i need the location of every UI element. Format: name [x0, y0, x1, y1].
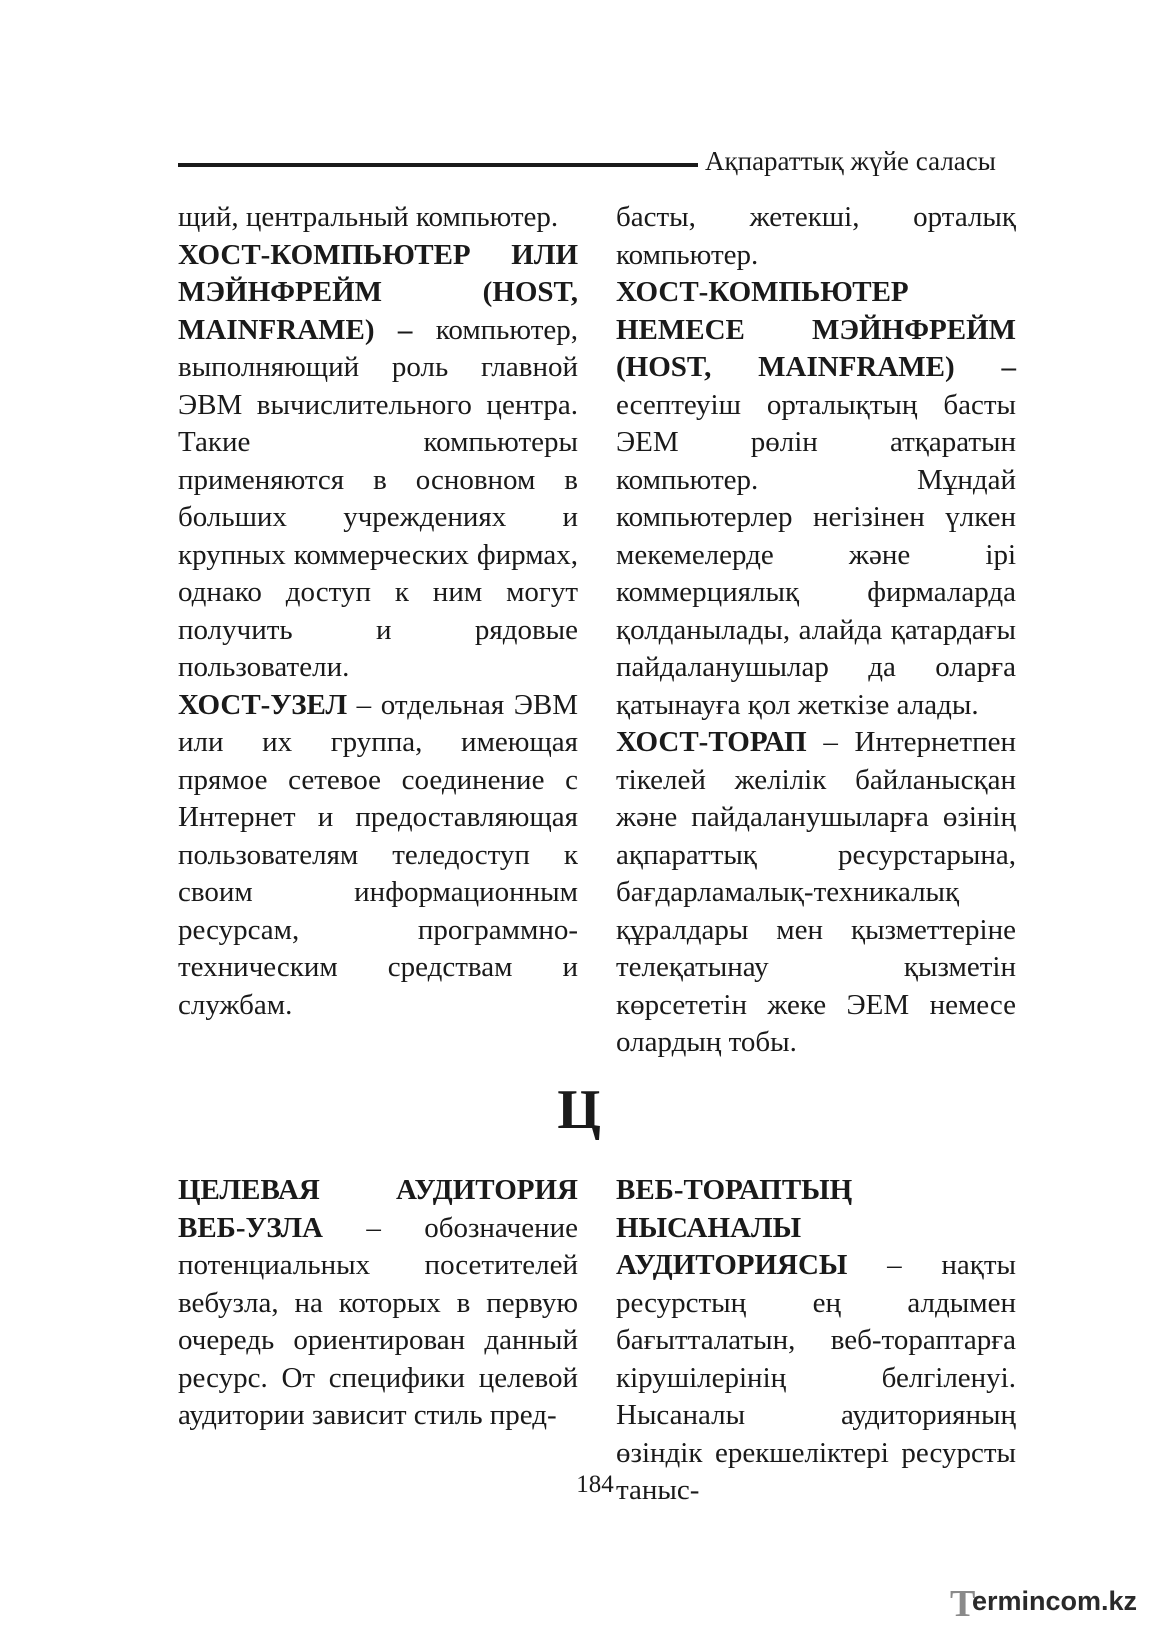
entry-target-audience-kk [616, 1172, 1016, 1510]
entry-host-computer-kk [616, 274, 1016, 724]
entry-host-node-kk [616, 724, 1016, 1062]
page-number: 184 [576, 1471, 614, 1498]
entry-host-node-ru [178, 687, 578, 1025]
entry-term: ХОСТ-КОМПЬЮТЕР НЕМЕСЕ МЭЙНФРЕЙМ (HOST, MAINFRAME) – [616, 276, 1016, 383]
entry-term: ЦЕЛЕВАЯ АУДИТОРИЯ ВЕБ-УЗЛА [178, 1174, 578, 1244]
header-rule [178, 163, 698, 167]
entry-text: басты, жетекші, орталық компьютер. [616, 201, 1016, 271]
top-left-column [178, 199, 578, 1024]
section-letter-heading: Ц [557, 1079, 601, 1141]
entry-term: ХОСТ-УЗЕЛ [178, 688, 348, 721]
entry-continuation [616, 199, 1016, 274]
top-right-column [616, 199, 1016, 1062]
entry-text: – обозначение потенциальных посетителей вебузла, на которых в первую очередь ориентирован данный ресурс. От специфики целевой аудитории зависит стиль пред- [178, 1211, 578, 1431]
entry-text: щий, центральный компьютер. [178, 201, 559, 233]
entry-text: компьютер, выполняющий роль главной ЭВМ вычислительного центра. Такие компьютеры применяются в основном в больших учреждениях и крупных коммерческих фирмах, однако доступ к ним могут получить и рядовые пользователи. [178, 313, 578, 683]
watermark-initial: T [950, 1583, 976, 1625]
entry-text: – Интернетпен тікелей желілік байланысқан және пайдаланушыларға өзінің ақпараттық ресурстарына, бағдарламалық-техникалық құралдары мен қызметтеріне телеқатынау қызметін көрсететін жеке ЭЕМ немесе олардың тобы. [616, 726, 1016, 1058]
entry-text: – нақты ресурстың ең алдымен бағытталатын, веб-тораптарға кірушілерінің белгіленуі. Нысаналы аудиторияның өзіндік ерекшеліктері ресурсты таныс- [616, 1249, 1016, 1506]
watermark-logo [950, 1582, 1138, 1625]
entry-target-audience-ru [178, 1172, 578, 1435]
bottom-left-column [178, 1172, 578, 1435]
entry-term: ВЕБ-ТОРАПТЫҢ НЫСАНАЛЫ АУДИТОРИЯСЫ [616, 1174, 853, 1281]
entry-text: есептеуіш орталықтың басты ЭЕМ рөлін атқаратын компьютер. Мұндай компьютерлер негізінен үлкен мекемелерде және ірі коммерциялық фирмаларда қолданылады, алайда қатардағы пайдаланушылар да оларға қатынауға қол жеткізе алады. [616, 388, 1016, 721]
bottom-right-column [616, 1172, 1016, 1510]
entry-text: – отдельная ЭВМ или их группа, имеющая прямое сетевое соединение с Интернет и предоставляющая пользователям теледоступ к своим информационным ресурсам, программно-техническим средствам и службам. [178, 688, 578, 1021]
entry-term: ХОСТ-ТОРАП [616, 726, 807, 758]
entry-host-computer-ru [178, 237, 578, 687]
watermark-text: ermincom.kz [972, 1586, 1138, 1616]
entry-continuation [178, 199, 578, 237]
entry-term: ХОСТ-КОМПЬЮТЕР ИЛИ МЭЙНФРЕЙМ (HOST, MAINFRAME) – [178, 238, 578, 346]
running-header-title: Ақпараттық жүйе саласы [705, 146, 996, 176]
